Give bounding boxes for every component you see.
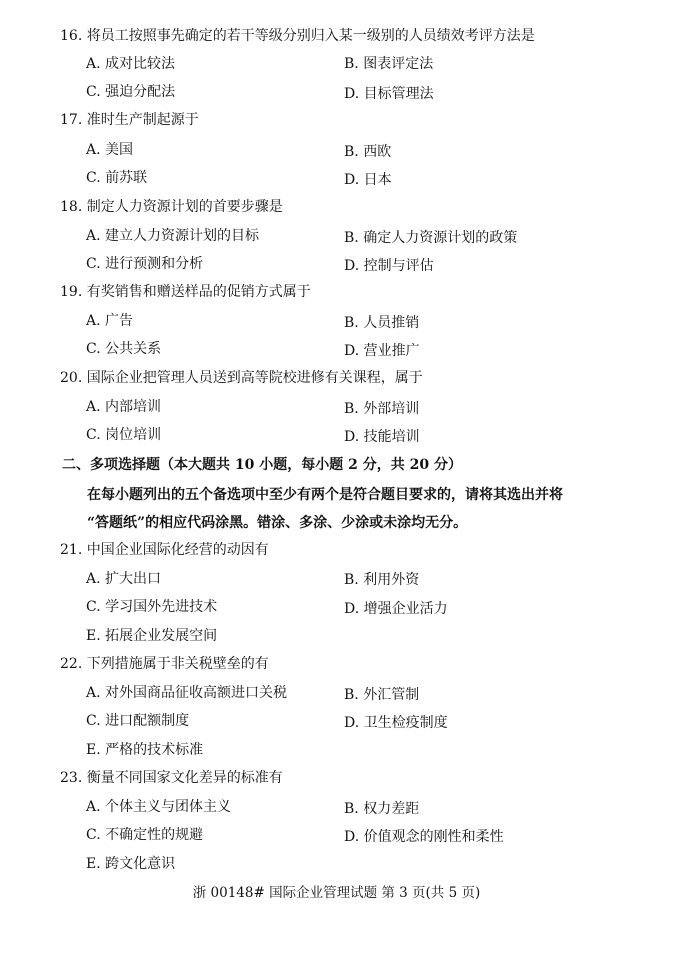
option-c: C. 进行预测和分析: [86, 256, 204, 272]
option-b: B. 外汇管制: [344, 687, 420, 703]
option-b: B. 确定人力资源计划的政策: [344, 230, 518, 246]
question-stem: 21. 中国企业国际化经营的动因有: [60, 542, 269, 558]
option-d: D. 控制与评估: [344, 258, 434, 274]
option-a: A. 个体主义与团体主义: [86, 799, 232, 815]
option-d: D. 营业推广: [344, 343, 420, 359]
option-a: A. 成对比较法: [86, 56, 176, 72]
option-c: C. 公共关系: [86, 341, 162, 357]
option-d: D. 卫生检疫制度: [344, 715, 448, 731]
option-d: D. 价值观念的刚性和柔性: [344, 829, 504, 845]
option-b: B. 西欧: [344, 144, 392, 160]
question-stem: 17. 准时生产制起源于: [60, 112, 199, 128]
question-stem: 22. 下列措施属于非关税壁垒的有: [60, 656, 269, 672]
option-a: A. 扩大出口: [86, 571, 162, 587]
option-d: D. 日本: [344, 172, 392, 188]
option-e: E. 拓展企业发展空间: [86, 628, 218, 644]
option-a: A. 建立人力资源计划的目标: [86, 228, 260, 244]
section-instruction: “答题纸”的相应代码涂黑。错涂、多涂、少涂或未涂均无分。: [87, 515, 468, 531]
question-stem: 16. 将员工按照事先确定的若干等级分别归入某一级别的人员绩效考评方法是: [60, 28, 535, 44]
question-stem: 23. 衡量不同国家文化差异的标准有: [60, 770, 283, 786]
option-b: B. 利用外资: [344, 572, 420, 588]
question-stem: 18. 制定人力资源计划的首要步骤是: [60, 199, 283, 215]
option-c: C. 学习国外先进技术: [86, 599, 218, 615]
question-stem: 19. 有奖销售和赠送样品的促销方式属于: [60, 284, 311, 300]
option-a: A. 对外国商品征收高额进口关税: [86, 685, 288, 701]
option-b: B. 图表评定法: [344, 56, 434, 72]
option-d: D. 增强企业活力: [344, 601, 448, 617]
question-stem: 20. 国际企业把管理人员送到高等院校进修有关课程，属于: [60, 370, 423, 386]
option-a: A. 广告: [86, 313, 134, 329]
option-a: A. 美国: [86, 142, 134, 158]
option-c: C. 进口配额制度: [86, 713, 190, 729]
option-b: B. 外部培训: [344, 401, 420, 417]
option-d: D. 目标管理法: [344, 86, 434, 102]
option-c: C. 前苏联: [86, 170, 148, 186]
page-footer: 浙 00148# 国际企业管理试题 第 3 页(共 5 页): [192, 885, 481, 901]
section-instruction: 在每小题列出的五个备选项中至少有两个是符合题目要求的，请将其选出并将: [87, 487, 563, 503]
option-c: C. 强迫分配法: [86, 84, 176, 100]
option-b: B. 权力差距: [344, 801, 420, 817]
option-d: D. 技能培训: [344, 429, 420, 445]
option-a: A. 内部培训: [86, 399, 162, 415]
option-e: E. 跨文化意识: [86, 856, 176, 872]
section-title: 二、多项选择题（本大题共 10 小题，每小题 2 分，共 20 分）: [62, 457, 462, 473]
option-c: C. 岗位培训: [86, 427, 162, 443]
option-c: C. 不确定性的规避: [86, 827, 204, 843]
option-e: E. 严格的技术标准: [86, 742, 204, 758]
option-b: B. 人员推销: [344, 315, 420, 331]
